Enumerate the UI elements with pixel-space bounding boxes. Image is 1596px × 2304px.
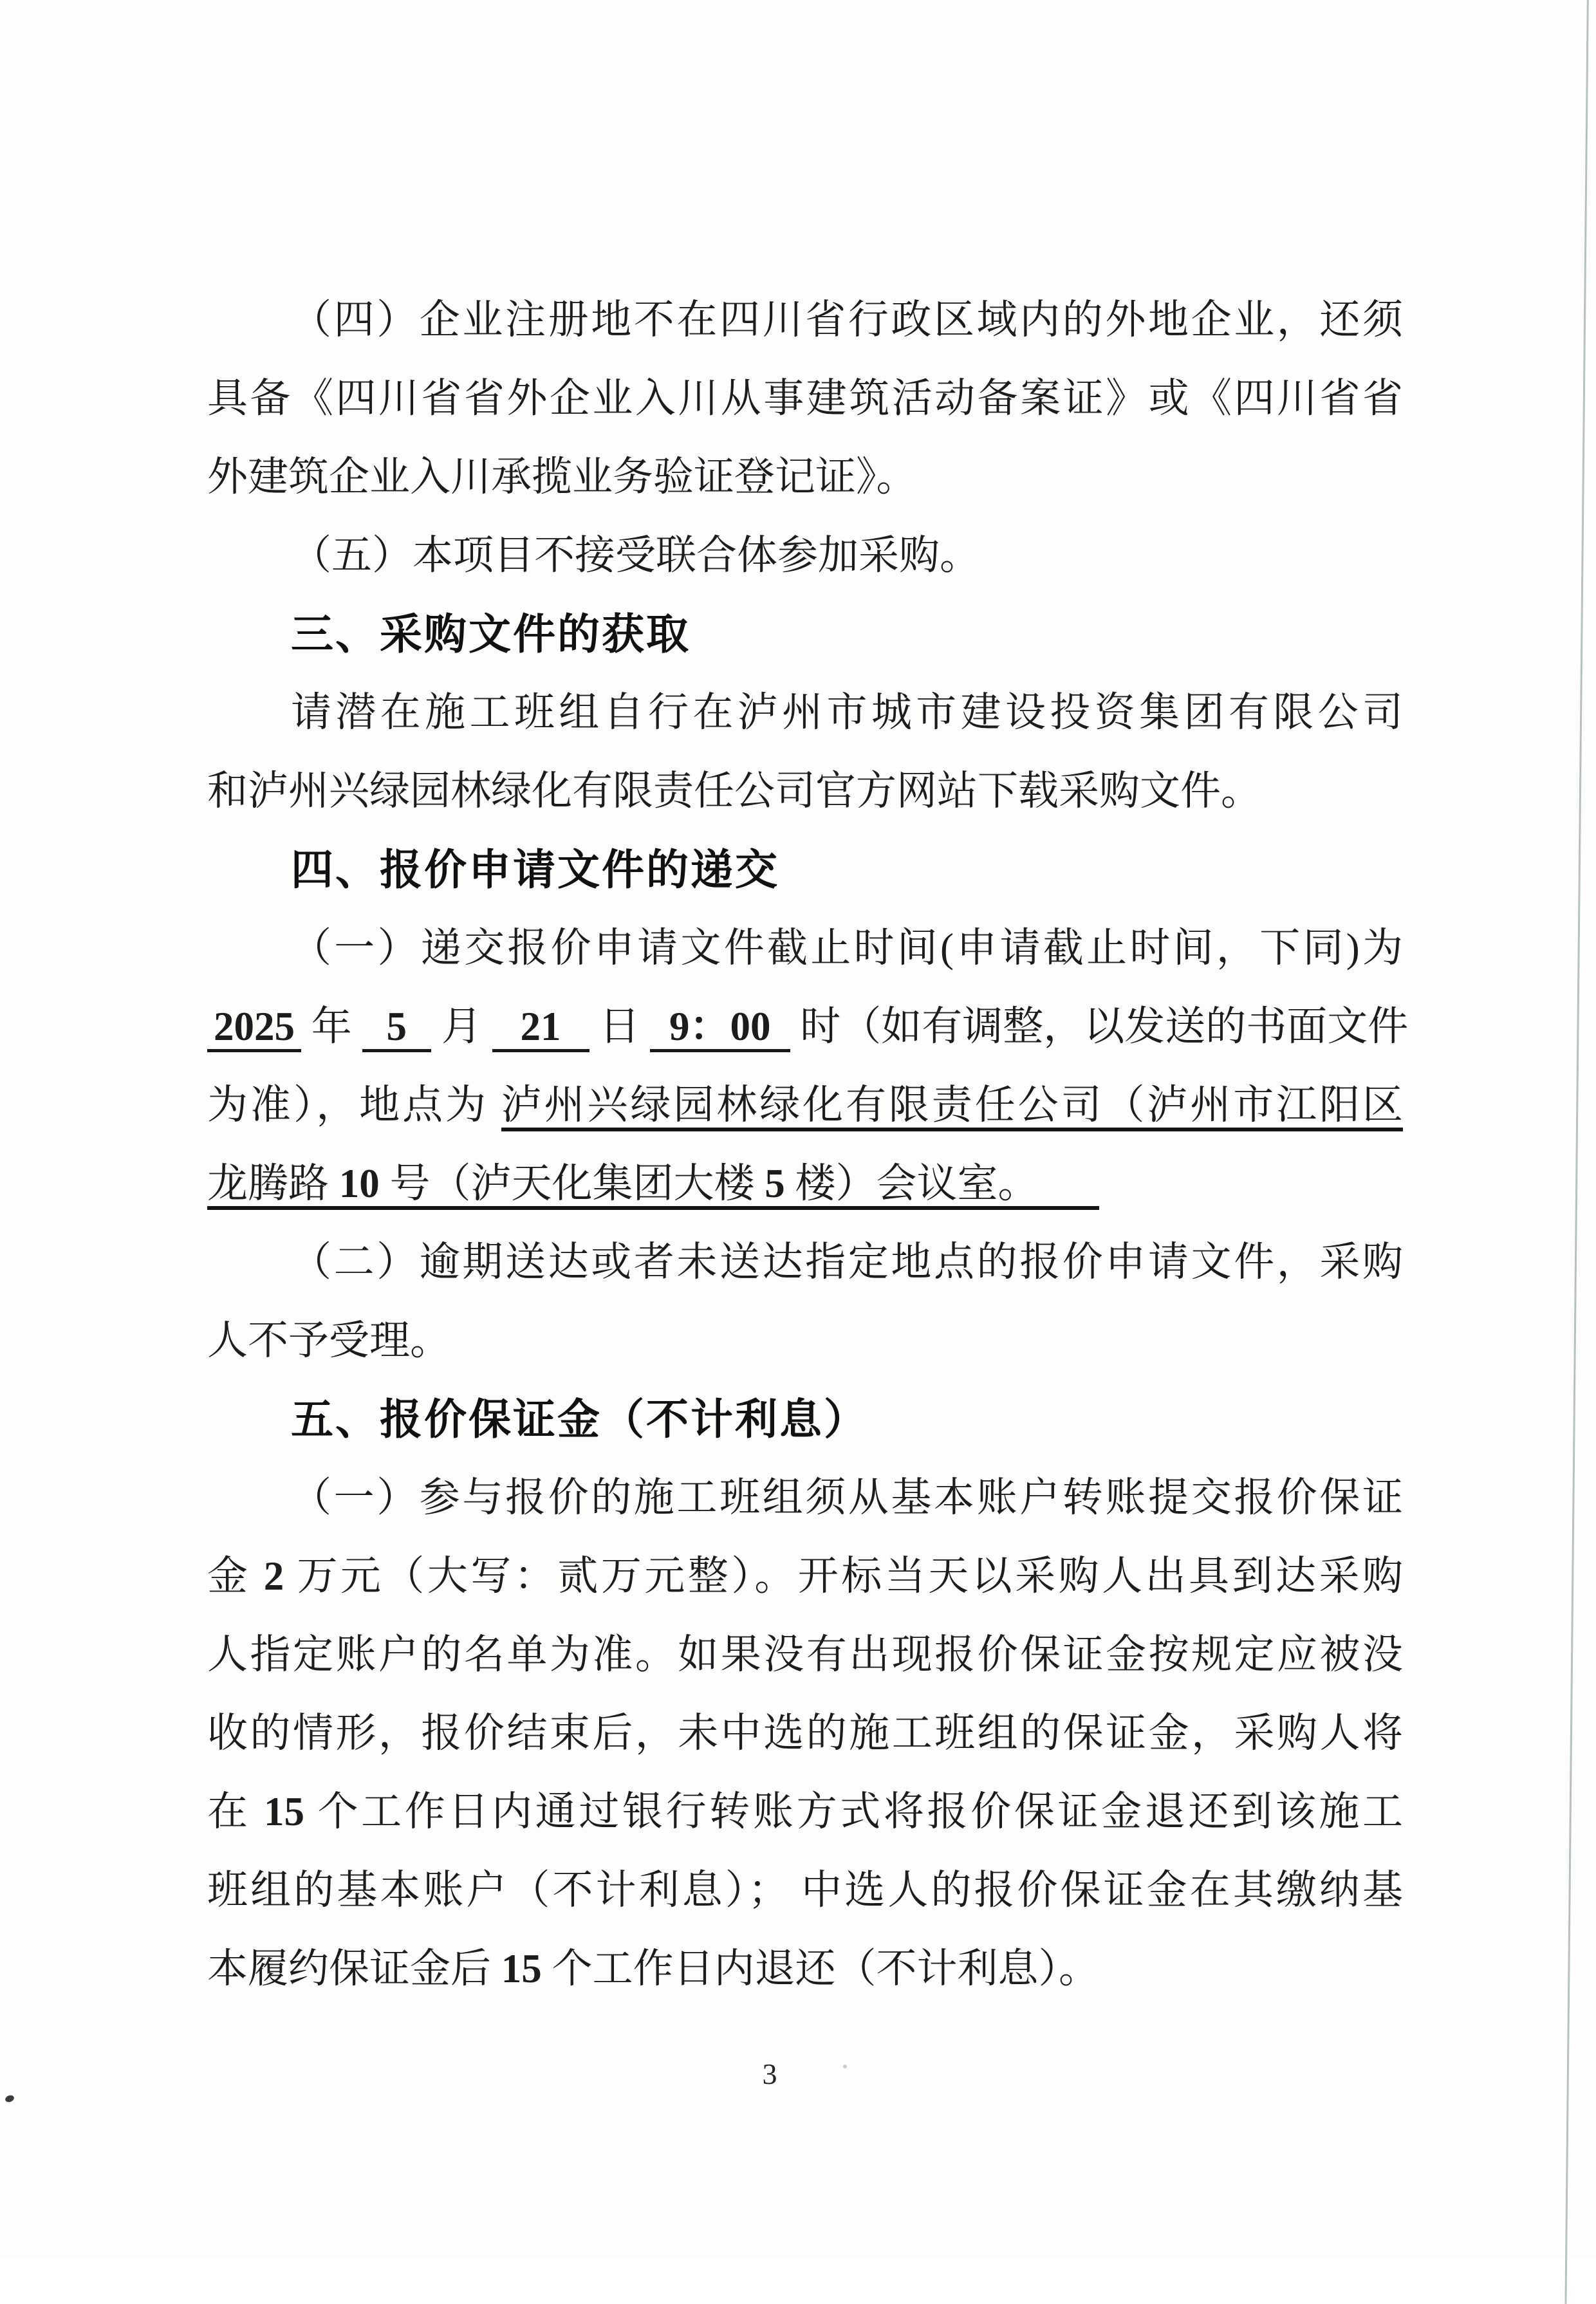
address-underlined-text: 楼）会议室。 xyxy=(785,1161,1018,1210)
text-line-venue-address xyxy=(207,1144,1403,1223)
heading-text: 四、报价申请文件的递交 xyxy=(291,846,779,893)
line-text: 时（如有调整，以发送的书面文件 xyxy=(790,1004,1409,1049)
text-line-venue xyxy=(207,1066,1403,1144)
line-text: 人不予受理。 xyxy=(207,1318,450,1363)
text-line xyxy=(207,1851,1403,1929)
line-text: 班组的基本账户（不计利息）； 中选人的报价保证金在其缴纳基 xyxy=(207,1868,1403,1913)
line-text: 金 xyxy=(207,1554,264,1599)
line-text: 和泸州兴绿园林绿化有限责任公司官方网站下载采购文件。 xyxy=(207,768,1261,813)
line-text: 收的情形，报价结束后，未中选的施工班组的保证金，采购人将 xyxy=(207,1711,1403,1756)
address-floor-number: 5 xyxy=(765,1161,785,1210)
line-text: 为准），地点为 xyxy=(207,1082,501,1128)
text-line xyxy=(207,1458,1403,1537)
heading-text: 五、报价保证金（不计利息） xyxy=(291,1395,868,1443)
line-text: 个工作日内通过银行转账方式将报价保证金退还到该施工 xyxy=(304,1789,1403,1834)
text-line xyxy=(207,1223,1403,1301)
venue-underlined-text: 泸州兴绿园林绿化有限责任公司（泸州市江阳区 xyxy=(501,1082,1403,1131)
address-underlined-text: 号（泸天化集团大楼 xyxy=(380,1161,765,1210)
deadline-year-value: 2025 xyxy=(207,1004,301,1052)
underline-trailing-space xyxy=(1018,1161,1099,1210)
line-text: 个工作日内退还（不计利息）。 xyxy=(541,1946,1099,1991)
line-text: 人指定账户的名单为准。如果没有出现报价保证金按规定应被没 xyxy=(207,1632,1403,1677)
deadline-day-value: 21 xyxy=(492,1004,589,1052)
document-body xyxy=(207,281,1409,2008)
section-heading-3 xyxy=(207,595,1403,673)
text-line xyxy=(207,359,1403,438)
text-line xyxy=(207,516,1403,595)
line-text: 具备《四川省省外企业入川从事建筑活动备案证》或《四川省省 xyxy=(207,376,1403,421)
line-text: 请潜在施工班组自行在泸州市城市建设投资集团有限公司 xyxy=(291,690,1403,735)
faint-speck xyxy=(843,2065,847,2068)
text-line xyxy=(207,673,1403,752)
line-text: （五）本项目不接受联合体参加采购。 xyxy=(291,533,980,578)
line-text: 年 xyxy=(301,1004,362,1049)
page-number: 3 xyxy=(762,2058,777,2090)
address-underlined-text: 龙腾路 xyxy=(207,1161,339,1210)
line-text: 在 xyxy=(207,1789,264,1834)
text-line-refund-final xyxy=(207,1929,1403,2008)
text-line xyxy=(207,909,1403,987)
scan-artifact-line xyxy=(1564,0,1589,2304)
refund-days-number: 15 xyxy=(501,1946,542,1991)
deposit-amount-number: 2 xyxy=(263,1554,284,1599)
line-text: （一）参与报价的施工班组须从基本账户转账提交报价保证 xyxy=(291,1475,1403,1520)
line-text: 外建筑企业入川承揽业务验证登记证》。 xyxy=(207,454,917,499)
line-text: 本履约保证金后 xyxy=(207,1946,501,1991)
line-text: （一）递交报价申请文件截止时间(申请截止时间，下同)为 xyxy=(291,925,1403,971)
address-street-number: 10 xyxy=(339,1161,380,1210)
line-text: 月 xyxy=(431,1004,492,1049)
line-text: （二）逾期送达或者未送达指定地点的报价申请文件，采购 xyxy=(291,1240,1403,1285)
heading-text: 三、采购文件的获取 xyxy=(291,610,691,658)
section-heading-4 xyxy=(207,830,1403,909)
deadline-time-value: 9：00 xyxy=(650,1004,790,1052)
text-line xyxy=(207,1301,1403,1380)
text-line xyxy=(207,1615,1403,1694)
text-line xyxy=(207,438,1403,516)
text-line xyxy=(207,752,1403,830)
text-line xyxy=(207,1694,1403,1772)
line-text: （四）企业注册地不在四川省行政区域内的外地企业，还须 xyxy=(291,297,1403,342)
section-heading-5 xyxy=(207,1380,1403,1458)
text-line-deadline xyxy=(207,987,1409,1066)
text-line xyxy=(207,281,1403,359)
refund-days-number: 15 xyxy=(264,1789,305,1834)
line-text: 万元（大写：贰万元整）。开标当天以采购人出具到达采购 xyxy=(284,1554,1404,1599)
deadline-month-value: 5 xyxy=(362,1004,432,1052)
line-text: 日 xyxy=(589,1004,650,1049)
text-line-refund-days xyxy=(207,1772,1403,1851)
ink-speck xyxy=(5,2094,15,2103)
text-line-deposit xyxy=(207,1537,1403,1615)
